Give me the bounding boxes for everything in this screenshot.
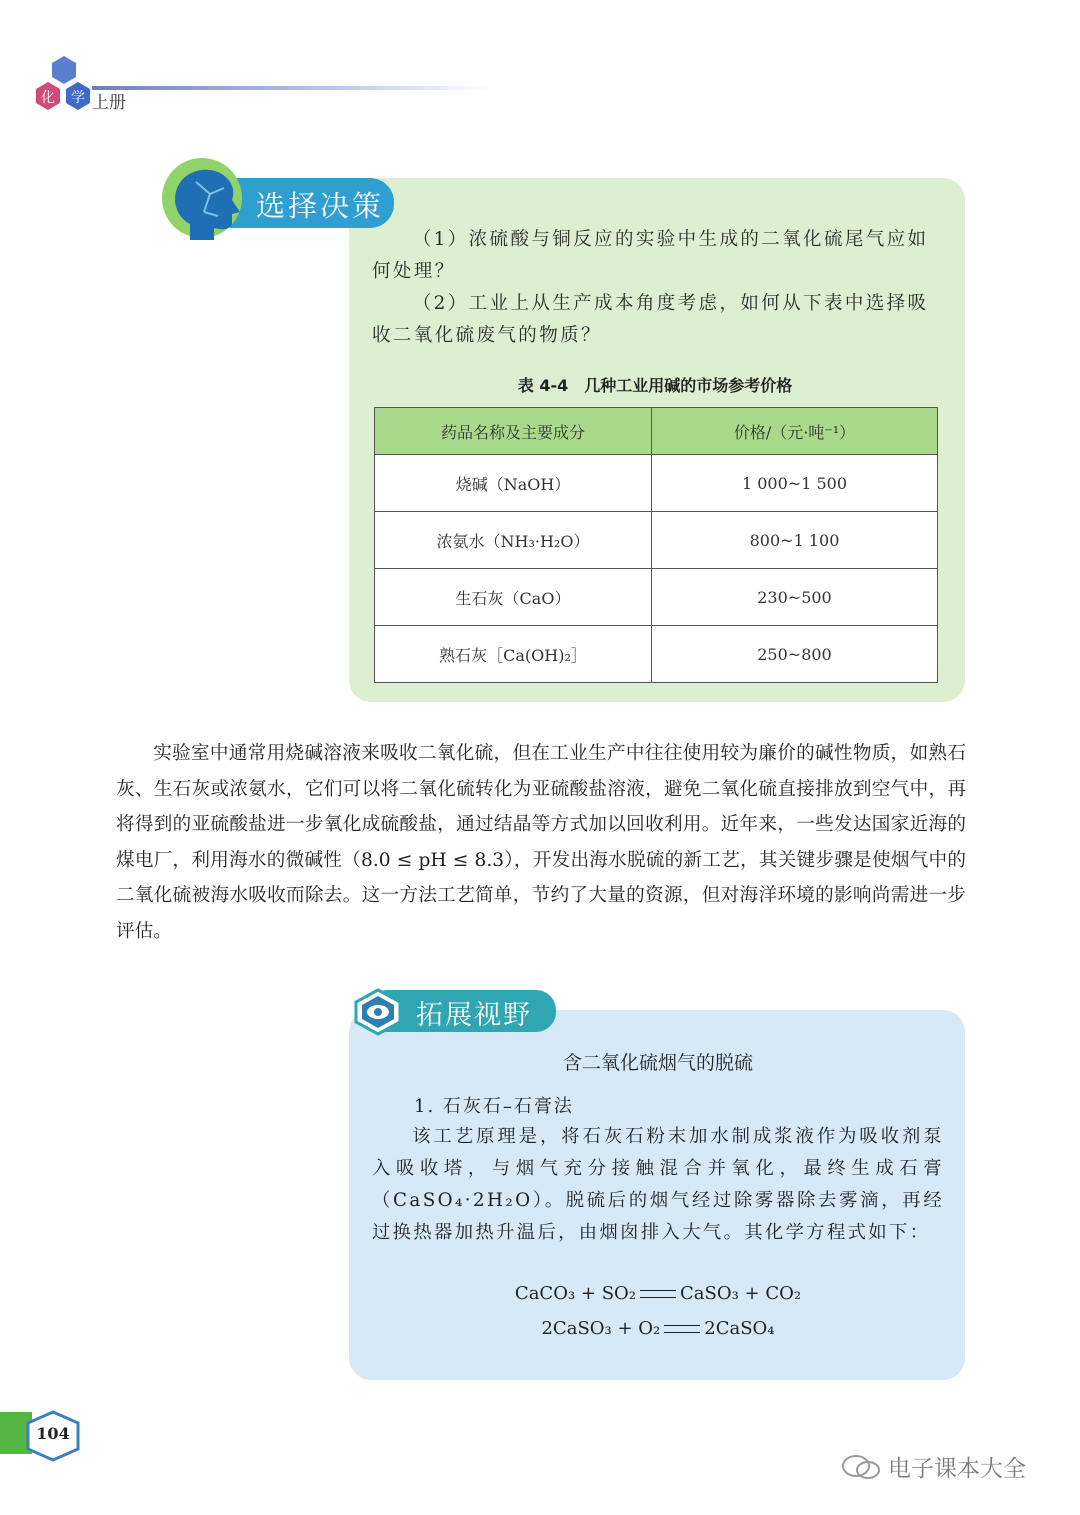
explore-body: 该工艺原理是，将石灰石粉末加水制成浆液作为吸收剂泵入吸收塔，与烟气充分接触混合并氧化，最终生成石膏（CaSO₄·2H₂O）。脱硫后的烟气经过除雾器除去雾滴，再经过换热器加热升温后，由烟囱排入大气。其化学方程式如下： <box>372 1126 944 1243</box>
table-caption: 表 4-4 几种工业用碱的市场参考价格 <box>517 376 793 395</box>
equation-1-left: CaCO₃ + SO₂ <box>514 1283 636 1304</box>
cell-price: 230~500 <box>652 569 938 626</box>
equation-2-left: 2CaSO₃ + O₂ <box>541 1318 661 1339</box>
subject-char-1: 化 <box>41 90 55 106</box>
watermark-text: 电子课本大全 <box>888 1456 1026 1482</box>
cell-price: 1 000~1 500 <box>652 455 938 512</box>
subject-hexagon-logo <box>30 52 94 116</box>
cell-name: 烧碱（NaOH） <box>375 455 652 512</box>
book-volume: 上册 <box>92 93 126 113</box>
equation-1 <box>372 1283 944 1304</box>
body-paragraph: 实验室中通常用烧碱溶液来吸收二氧化硫，但在工业生产中往往使用较为廉价的碱性物质，如熟石灰、生石灰或浓氨水，它们可以将二氧化硫转化为亚硫酸盐溶液，避免二氧化硫直接排放到空气中，再将得到的亚硫酸盐进一步氧化成硫酸盐，通过结晶等方式加以回收利用。近年来，一些发达国家近海的煤电厂，利用海水的微碱性（8.0 ≤ pH ≤ 8.3），开发出海水脱硫的新工艺，其关键步骤是使烟气中的二氧化硫被海水吸收而除去。这一方法工艺简单，节约了大量的资源，但对海洋环境的影响尚需进一步评估。 <box>116 743 966 942</box>
equals-sign <box>640 1290 676 1298</box>
table-row <box>375 455 938 512</box>
subject-char-2: 学 <box>71 90 85 106</box>
table-row <box>375 626 938 683</box>
decision-tab-label: 选择决策 <box>256 189 385 223</box>
equals-sign <box>664 1325 700 1333</box>
question-2: （2）工业上从生产成本角度考虑，如何从下表中选择吸收二氧化硫废气的物质？ <box>372 293 929 346</box>
equation-1-right: CaSO₃ + CO₂ <box>680 1283 802 1304</box>
equation-2 <box>372 1318 944 1339</box>
explore-subtitle: 1. 石灰石–石膏法 <box>414 1096 574 1117</box>
explore-tab <box>380 990 556 1032</box>
head-profile-icon <box>160 154 252 254</box>
table-row <box>375 512 938 569</box>
cell-name: 熟石灰［Ca(OH)₂］ <box>375 626 652 683</box>
page-number: 104 <box>36 1424 70 1443</box>
cell-name: 生石灰（CaO） <box>375 569 652 626</box>
explore-tab-label: 拓展视野 <box>416 1000 532 1031</box>
question-1: （1）浓硫酸与铜反应的实验中生成的二氧化硫尾气应如何处理？ <box>372 229 929 282</box>
header-rule <box>92 86 492 90</box>
cell-price: 250~800 <box>652 626 938 683</box>
table-header-row <box>375 408 938 455</box>
column-header-price: 价格/（元·吨⁻¹） <box>652 408 938 455</box>
wechat-icon <box>840 1452 884 1482</box>
column-header-name: 药品名称及主要成分 <box>375 408 652 455</box>
equation-2-right: 2CaSO₄ <box>704 1318 775 1339</box>
eye-icon <box>352 988 404 1036</box>
table-row <box>375 569 938 626</box>
explore-title: 含二氧化硫烟气的脱硫 <box>562 1052 753 1074</box>
cell-name: 浓氨水（NH₃·H₂O） <box>375 512 652 569</box>
price-table <box>374 407 938 683</box>
cell-price: 800~1 100 <box>652 512 938 569</box>
